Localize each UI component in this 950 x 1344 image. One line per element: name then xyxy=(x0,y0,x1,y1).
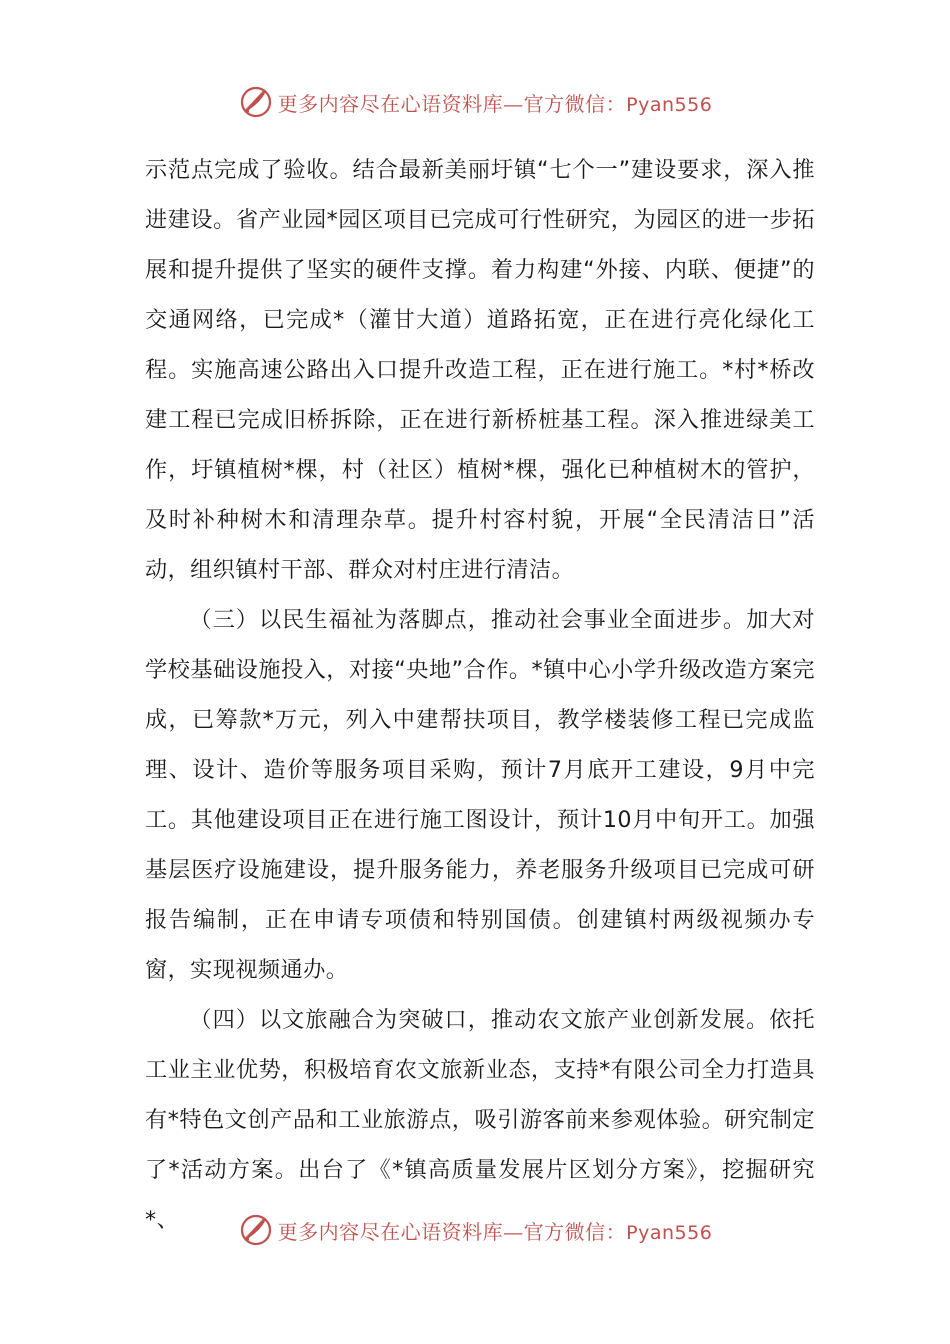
document-body xyxy=(145,145,815,1245)
paragraph: （三）以民生福祉为落脚点，推动社会事业全面进步。加大对学校基础设施投入，对接“央地”合作。*镇中心小学升级改造方案完成，已筹款*万元，列入中建帮扶项目，教学楼装修工程已完成监理、设计、造价等服务项目采购，预计7月底开工建设，9月中完工。其他建设项目正在进行施工图设计，预计10月中旬开工。加强基层医疗设施建设，提升服务能力，养老服务升级项目已完成可研报告编制，正在申请专项债和特别国债。创建镇村两级视频办专窗，实现视频通办。 xyxy=(145,607,815,983)
banner-text: 更多内容尽在心语资料库—官方微信：Pyan556 xyxy=(277,1219,713,1244)
banner-text: 更多内容尽在心语资料库—官方微信：Pyan556 xyxy=(277,91,713,116)
paragraph: （四）以文旅融合为突破口，推动农文旅产业创新发展。依托工业主业优势，积极培育农文旅新业态，支持*有限公司全力打造具有*特色文创产品和工业旅游点，吸引游客前来参观体验。研究制定了*活动方案。出台了《*镇高质量发展片区划分方案》，挖掘研究*、 xyxy=(145,1007,815,1233)
header-banner xyxy=(0,82,950,122)
quill-logo-icon xyxy=(238,1212,274,1248)
wechat-id: Pyan556 xyxy=(626,93,713,116)
paragraph: 示范点完成了验收。结合最新美丽圩镇“七个一”建设要求，深入推进建设。省产业园*园区项目已完成可行性研究，为园区的进一步拓展和提升提供了坚实的硬件支撑。着力构建“外接、内联、便捷”的交通网络，已完成*（灌甘大道）道路拓宽，正在进行亮化绿化工程。实施高速公路出入口提升改造工程，正在进行施工。*村*桥改建工程已完成旧桥拆除，正在进行新桥桩基工程。深入推进绿美工作，圩镇植树*棵，村（社区）植树*棵，强化已种植树木的管护，及时补种树木和清理杂草。提升村容村貌，开展“全民清洁日”活动，组织镇村干部、群众对村庄进行清洁。 xyxy=(145,157,815,583)
quill-logo-icon xyxy=(238,84,274,120)
footer-banner xyxy=(0,1210,950,1250)
wechat-id: Pyan556 xyxy=(626,1221,713,1244)
